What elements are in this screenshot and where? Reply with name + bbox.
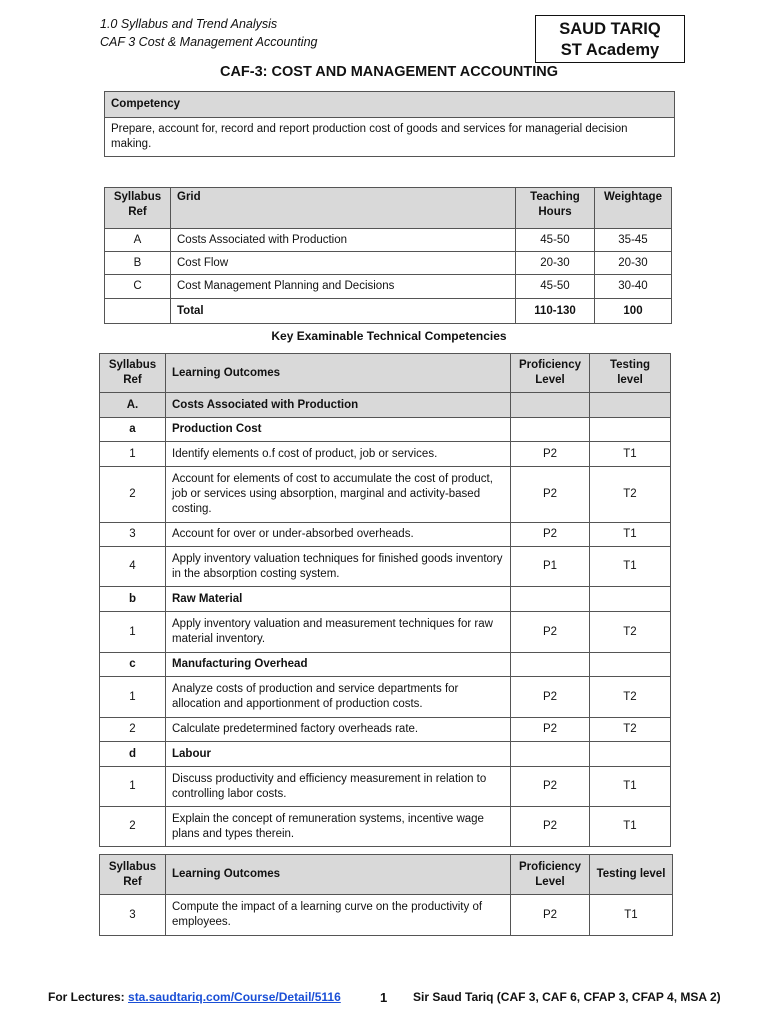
cell-value-1 — [511, 393, 590, 418]
cell-description: Cost Management Planning and Decisions — [171, 275, 516, 299]
table-row — [100, 742, 671, 767]
table-row — [100, 807, 671, 847]
cell-value-1: P2 — [511, 442, 590, 467]
table-row — [100, 767, 671, 807]
cell-value-1: P2 — [511, 467, 590, 523]
cell-ref: a — [100, 418, 166, 442]
col-header-outcomes: Learning Outcomes — [166, 855, 511, 895]
cell-description: Account for over or under-absorbed overheads. — [166, 523, 511, 547]
cell-value-2: 100 — [595, 299, 672, 324]
cell-value-1: P2 — [511, 677, 590, 718]
header-course-title: CAF 3 Cost & Management Accounting — [100, 35, 318, 49]
cell-ref: b — [100, 587, 166, 612]
header-section-title: 1.0 Syllabus and Trend Analysis — [100, 17, 278, 31]
cell-description: Costs Associated with Production — [171, 229, 516, 252]
cell-description: Analyze costs of production and service departments for allocation and apportionment of production costs. — [166, 677, 511, 718]
cell-value-2: 20-30 — [595, 252, 672, 275]
course-link[interactable]: sta.saudtariq.com/Course/Detail/5116 — [128, 990, 341, 1004]
table-row — [100, 718, 671, 742]
learning-outcomes-table — [99, 353, 671, 847]
cell-value-1: P2 — [511, 718, 590, 742]
cell-ref: 2 — [100, 718, 166, 742]
cell-value-2: T1 — [590, 767, 671, 807]
cell-description: Apply inventory valuation and measurement techniques for raw material inventory. — [166, 612, 511, 653]
cell-value-2 — [590, 742, 671, 767]
col-header-proficiency: Proficiency Level — [511, 855, 590, 895]
cell-value-1: P1 — [511, 547, 590, 587]
brand-academy: ST Academy — [560, 41, 660, 59]
table-row — [100, 677, 671, 718]
col-header-ref: Syllabus Ref — [100, 354, 166, 393]
col-header-outcomes: Learning Outcomes — [166, 354, 511, 393]
cell-value-1 — [511, 587, 590, 612]
cell-value-1: P2 — [511, 767, 590, 807]
cell-value-2 — [590, 653, 671, 677]
table-row — [100, 393, 671, 418]
cell-value-1: P2 — [511, 523, 590, 547]
cell-ref: C — [105, 275, 171, 299]
cell-ref: d — [100, 742, 166, 767]
cell-ref: A. — [100, 393, 166, 418]
cell-description: Account for elements of cost to accumulate the cost of product, job or services using absorption, marginal and activity-based costing. — [166, 467, 511, 523]
cell-value-1 — [511, 742, 590, 767]
cell-value-1: P2 — [511, 807, 590, 847]
footer-author: Sir Saud Tariq (CAF 3, CAF 6, CFAP 3, CFAP 4, MSA 2) — [413, 990, 721, 1004]
cell-ref: 3 — [100, 895, 166, 936]
cell-ref: 1 — [100, 442, 166, 467]
cell-description: Production Cost — [166, 418, 511, 442]
footer-lectures — [48, 990, 341, 1004]
section-subtitle: Key Examinable Technical Competencies — [271, 329, 507, 343]
cell-ref: 1 — [100, 677, 166, 718]
col-header-ref: Syllabus Ref — [105, 188, 171, 229]
competency-heading: Competency — [105, 92, 675, 118]
table-row — [100, 467, 671, 523]
cell-value-1 — [511, 653, 590, 677]
cell-value-2: T1 — [590, 442, 671, 467]
col-header-testing: Testing level — [590, 855, 673, 895]
competency-table — [104, 91, 675, 157]
competency-text: Prepare, account for, record and report production cost of goods and services for managerial decision making. — [105, 118, 675, 157]
cell-value-2: T2 — [590, 467, 671, 523]
cell-description: Costs Associated with Production — [166, 393, 511, 418]
col-header-proficiency: Proficiency Level — [511, 354, 590, 393]
table-row — [105, 299, 672, 324]
cell-value-1: 110-130 — [516, 299, 595, 324]
cell-value-2 — [590, 418, 671, 442]
cell-description: Compute the impact of a learning curve on the productivity of employees. — [166, 895, 511, 936]
cell-description: Labour — [166, 742, 511, 767]
syllabus-grid-table — [104, 187, 672, 324]
cell-ref: A — [105, 229, 171, 252]
cell-value-2: T2 — [590, 612, 671, 653]
cell-value-2: T2 — [590, 718, 671, 742]
cell-description: Discuss productivity and efficiency measurement in relation to controlling labor costs. — [166, 767, 511, 807]
cell-ref: c — [100, 653, 166, 677]
cell-description: Raw Material — [166, 587, 511, 612]
cell-value-1: 45-50 — [516, 275, 595, 299]
col-header-ref: Syllabus Ref — [100, 855, 166, 895]
cell-ref: 2 — [100, 807, 166, 847]
brand-logo-box — [535, 15, 685, 63]
col-header-grid: Grid — [171, 188, 516, 229]
cell-description: Manufacturing Overhead — [166, 653, 511, 677]
table-row — [100, 653, 671, 677]
cell-value-2 — [590, 587, 671, 612]
table-row — [105, 252, 672, 275]
table-row — [100, 442, 671, 467]
cell-ref: 1 — [100, 612, 166, 653]
table-row — [100, 587, 671, 612]
brand-name: SAUD TARIQ — [559, 20, 661, 38]
cell-value-2: 30-40 — [595, 275, 672, 299]
table-row — [100, 612, 671, 653]
cell-value-1: P2 — [511, 612, 590, 653]
table-row — [100, 523, 671, 547]
cell-ref: 1 — [100, 767, 166, 807]
table-row — [105, 275, 672, 299]
page-number: 1 — [380, 990, 388, 1005]
cell-value-1 — [511, 418, 590, 442]
table-row — [105, 229, 672, 252]
cell-ref: 3 — [100, 523, 166, 547]
cell-ref: 4 — [100, 547, 166, 587]
col-header-testing: Testing level — [590, 354, 671, 393]
cell-description: Cost Flow — [171, 252, 516, 275]
cell-description: Calculate predetermined factory overheads rate. — [166, 718, 511, 742]
cell-description: Total — [171, 299, 516, 324]
cell-value-2: T1 — [590, 807, 671, 847]
cell-description: Identify elements o.f cost of product, job or services. — [166, 442, 511, 467]
cell-ref: 2 — [100, 467, 166, 523]
col-header-weightage: Weightage — [595, 188, 672, 229]
cell-value-1: 45-50 — [516, 229, 595, 252]
table-row — [100, 895, 673, 936]
col-header-hours: Teaching Hours — [516, 188, 595, 229]
cell-value-2: T1 — [590, 523, 671, 547]
cell-value-1: P2 — [511, 895, 590, 936]
page-title: CAF-3: COST AND MANAGEMENT ACCOUNTING — [219, 64, 559, 80]
learning-outcomes-table-continued — [99, 854, 673, 936]
cell-value-2: T1 — [590, 547, 671, 587]
table-row — [100, 418, 671, 442]
cell-description: Apply inventory valuation techniques for finished goods inventory in the absorption costing system. — [166, 547, 511, 587]
cell-ref — [105, 299, 171, 324]
cell-value-2: T1 — [590, 895, 673, 936]
cell-ref: B — [105, 252, 171, 275]
footer-prefix: For Lectures: — [48, 990, 129, 1004]
cell-value-2: T2 — [590, 677, 671, 718]
cell-value-1: 20-30 — [516, 252, 595, 275]
cell-value-2 — [590, 393, 671, 418]
cell-description: Explain the concept of remuneration systems, incentive wage plans and types therein. — [166, 807, 511, 847]
table-row — [100, 547, 671, 587]
cell-value-2: 35-45 — [595, 229, 672, 252]
